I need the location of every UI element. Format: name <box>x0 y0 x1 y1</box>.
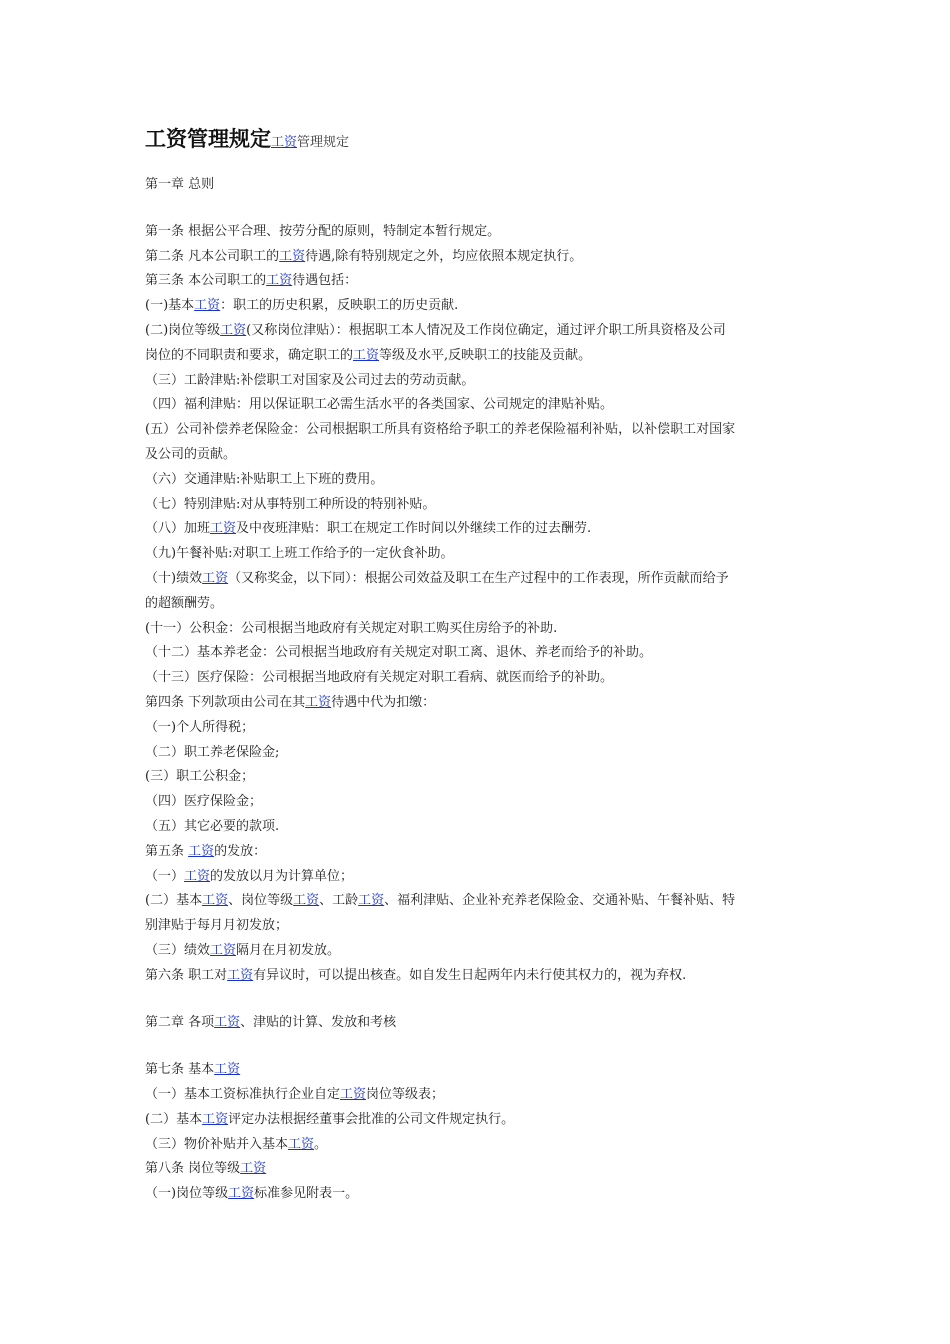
text-segment: 第三条 本公司职工的 <box>145 273 267 289</box>
title-salary-link[interactable]: 工资 <box>271 135 298 150</box>
text-segment: 第四条 下列款项由公司在其 <box>145 694 306 710</box>
salary-link[interactable]: 工资 <box>214 1014 241 1030</box>
text-segment: 第一条 根据公平合理、按劳分配的原则，特制定本暂行规定。 <box>145 223 501 239</box>
paragraph-line <box>145 592 825 617</box>
salary-link[interactable]: 工资 <box>240 1161 267 1177</box>
salary-link[interactable]: 工资 <box>202 893 229 909</box>
text-segment: 。 <box>314 1136 328 1152</box>
salary-link[interactable]: 工资 <box>266 273 293 289</box>
text-segment: （一)个人所得税； <box>145 719 255 735</box>
text-segment: （九)午餐补贴:对职工上班工作给予的一定伙食补助。 <box>145 546 454 562</box>
text-segment: （一)岗位等级 <box>145 1186 229 1202</box>
text-segment: 待遇包括： <box>292 273 358 289</box>
salary-link[interactable]: 工资 <box>184 868 211 884</box>
text-segment: （一） <box>145 868 185 884</box>
text-segment: （二）职工养老保险金; <box>145 744 280 760</box>
paragraph-line <box>145 319 825 344</box>
paragraph-line <box>145 269 825 294</box>
paragraph-line <box>145 1133 825 1158</box>
text-segment: （五）其它必要的款项. <box>145 818 280 834</box>
salary-link[interactable]: 工资 <box>202 1111 229 1127</box>
text-segment: 岗位的不同职责和要求，确定职工的 <box>145 347 354 363</box>
text-segment: 的超额酬劳。 <box>145 595 224 611</box>
paragraph-line <box>145 1083 825 1108</box>
paragraph-line <box>145 914 825 939</box>
salary-link[interactable]: 工资 <box>214 1062 241 1078</box>
paragraph-line <box>145 666 825 691</box>
text-segment: （十)绩效 <box>145 570 203 586</box>
text-segment: （八）加班 <box>145 521 211 537</box>
salary-link[interactable]: 工资 <box>353 347 380 363</box>
chapter-1-heading: 第一章 总则 <box>145 177 215 192</box>
paragraph-line <box>145 691 825 716</box>
salary-link[interactable]: 工资 <box>340 1087 367 1103</box>
paragraph-line <box>145 567 825 592</box>
paragraph-line <box>145 542 825 567</box>
salary-link[interactable]: 工资 <box>210 521 237 537</box>
paragraph-line <box>145 865 825 890</box>
text-segment: (又称岗位津贴）：根据职工本人情况及工作岗位确定，通过评介职工所具资格及公司 <box>246 322 726 338</box>
text-segment: (十一）公积金：公司根据当地政府有关规定对职工购买住房给予的补助. <box>145 620 558 636</box>
paragraph-line <box>145 964 825 989</box>
paragraph-line <box>145 393 825 418</box>
paragraph-line <box>145 1058 825 1083</box>
salary-link[interactable]: 工资 <box>293 893 320 909</box>
salary-link[interactable]: 工资 <box>288 1136 315 1152</box>
text-segment: （四）福利津贴：用以保证职工必需生活水平的各类国家、公司规定的津贴补贴。 <box>145 397 614 413</box>
text-segment: (三）职工公积金； <box>145 769 255 785</box>
salary-link[interactable]: 工资 <box>305 694 332 710</box>
text-segment: 、津贴的计算、发放和考核 <box>240 1014 397 1030</box>
paragraph-line <box>145 889 825 914</box>
salary-link[interactable]: 工资 <box>220 322 247 338</box>
text-segment: 评定办法根据经董事会批准的公司文件规定执行。 <box>228 1111 515 1127</box>
paragraph-line <box>145 294 825 319</box>
text-segment: 、工龄 <box>319 893 359 909</box>
salary-link[interactable]: 工资 <box>279 248 306 264</box>
text-segment: (二）基本 <box>145 1111 203 1127</box>
text-segment: 、福利津贴、企业补充养老保险金、交通补贴、午餐补贴、特 <box>384 893 736 909</box>
text-segment: （四）医疗保险金； <box>145 794 263 810</box>
title-rest: 管理规定 <box>297 135 350 150</box>
text-segment: 岗位等级表； <box>366 1087 445 1103</box>
salary-link[interactable]: 工资 <box>228 1186 255 1202</box>
text-segment: (二）基本 <box>145 893 203 909</box>
text-segment: 的发放： <box>214 843 267 859</box>
text-segment: 待遇中代为扣缴： <box>331 694 436 710</box>
salary-link[interactable]: 工资 <box>210 942 237 958</box>
paragraph-line <box>145 344 825 369</box>
document-title <box>145 124 825 154</box>
salary-link[interactable]: 工资 <box>358 893 385 909</box>
salary-link[interactable]: 工资 <box>194 298 221 314</box>
paragraph-line <box>145 245 825 270</box>
paragraph-line <box>145 418 825 443</box>
text-segment: （十三）医疗保险：公司根据当地政府有关规定对职工看病、就医而给予的补助。 <box>145 670 614 686</box>
text-segment: 隔月在月初发放。 <box>236 942 341 958</box>
text-segment: （三）绩效 <box>145 942 211 958</box>
text-segment: （三）物价补贴并入基本 <box>145 1136 289 1152</box>
paragraph-line <box>145 517 825 542</box>
text-segment: ：职工的历史积累，反映职工的历史贡献. <box>220 298 459 314</box>
text-segment: 第五条 <box>145 843 189 859</box>
text-segment: （十二）基本养老金：公司根据当地政府有关规定对职工离、退休、养老而给予的补助。 <box>145 645 653 661</box>
paragraph-line <box>145 468 825 493</box>
paragraph-line <box>145 765 825 790</box>
title-main: 工资管理规定 <box>145 127 271 151</box>
text-segment: 及公司的贡献。 <box>145 446 237 462</box>
text-segment: 第二条 凡本公司职工的 <box>145 248 280 264</box>
paragraph-line <box>145 617 825 642</box>
paragraph-line <box>145 939 825 964</box>
paragraph-line <box>145 443 825 468</box>
paragraph-line <box>145 1182 825 1207</box>
text-segment: 、岗位等级 <box>228 893 294 909</box>
text-segment: （又称奖金，以下同）：根据公司效益及职工在生产过程中的工作表现，所作贡献而给予 <box>228 570 729 586</box>
text-segment: 别津贴于每月月初发放； <box>145 918 289 934</box>
text-segment: 待遇,除有特别规定之外，均应依照本规定执行。 <box>305 248 583 264</box>
text-segment: 的发放以月为计算单位； <box>210 868 354 884</box>
paragraph-line <box>145 369 825 394</box>
text-segment: （一）基本工资标准执行企业自定 <box>145 1087 341 1103</box>
text-segment: （三）工龄津贴:补偿职工对国家及公司过去的劳动贡献。 <box>145 372 475 388</box>
text-segment: （六）交通津贴:补贴职工上下班的费用。 <box>145 471 384 487</box>
chapter-2-heading <box>145 1011 825 1036</box>
text-segment: 第八条 岗位等级 <box>145 1161 241 1177</box>
paragraph-line <box>145 840 825 865</box>
text-segment: 第六条 职工对 <box>145 967 228 983</box>
paragraph-line <box>145 815 825 840</box>
chapter-1-articles <box>145 220 825 989</box>
text-segment: 第七条 基本 <box>145 1062 215 1078</box>
text-segment: （七）特别津贴:对从事特别工种所设的特别补贴。 <box>145 496 436 512</box>
text-segment: 及中夜班津贴：职工在规定工作时间以外继续工作的过去酬劳. <box>236 521 592 537</box>
document-page <box>145 124 825 1207</box>
paragraph-line <box>145 641 825 666</box>
paragraph-line <box>145 1108 825 1133</box>
text-segment: 第二章 各项 <box>145 1014 215 1030</box>
paragraph-line <box>145 220 825 245</box>
salary-link[interactable]: 工资 <box>227 967 254 983</box>
text-segment: (二)岗位等级 <box>145 322 221 338</box>
salary-link[interactable]: 工资 <box>202 570 229 586</box>
paragraph-line <box>145 790 825 815</box>
text-segment: 标准参见附表一。 <box>254 1186 359 1202</box>
paragraph-line <box>145 716 825 741</box>
text-segment: (五）公司补偿养老保险金：公司根据职工所具有资格给予职工的养老保险福利补贴，以补偿职工对国家 <box>145 422 736 438</box>
text-segment: (一)基本 <box>145 298 195 314</box>
paragraph-line <box>145 741 825 766</box>
text-segment: 等级及水平,反映职工的技能及贡献。 <box>379 347 592 363</box>
paragraph-line <box>145 493 825 518</box>
chapter-2-articles <box>145 1058 825 1207</box>
text-segment: 有异议时，可以提出核查。如自发生日起两年内未行使其权力的，视为弃权. <box>253 967 687 983</box>
salary-link[interactable]: 工资 <box>188 843 215 859</box>
paragraph-line <box>145 1157 825 1182</box>
